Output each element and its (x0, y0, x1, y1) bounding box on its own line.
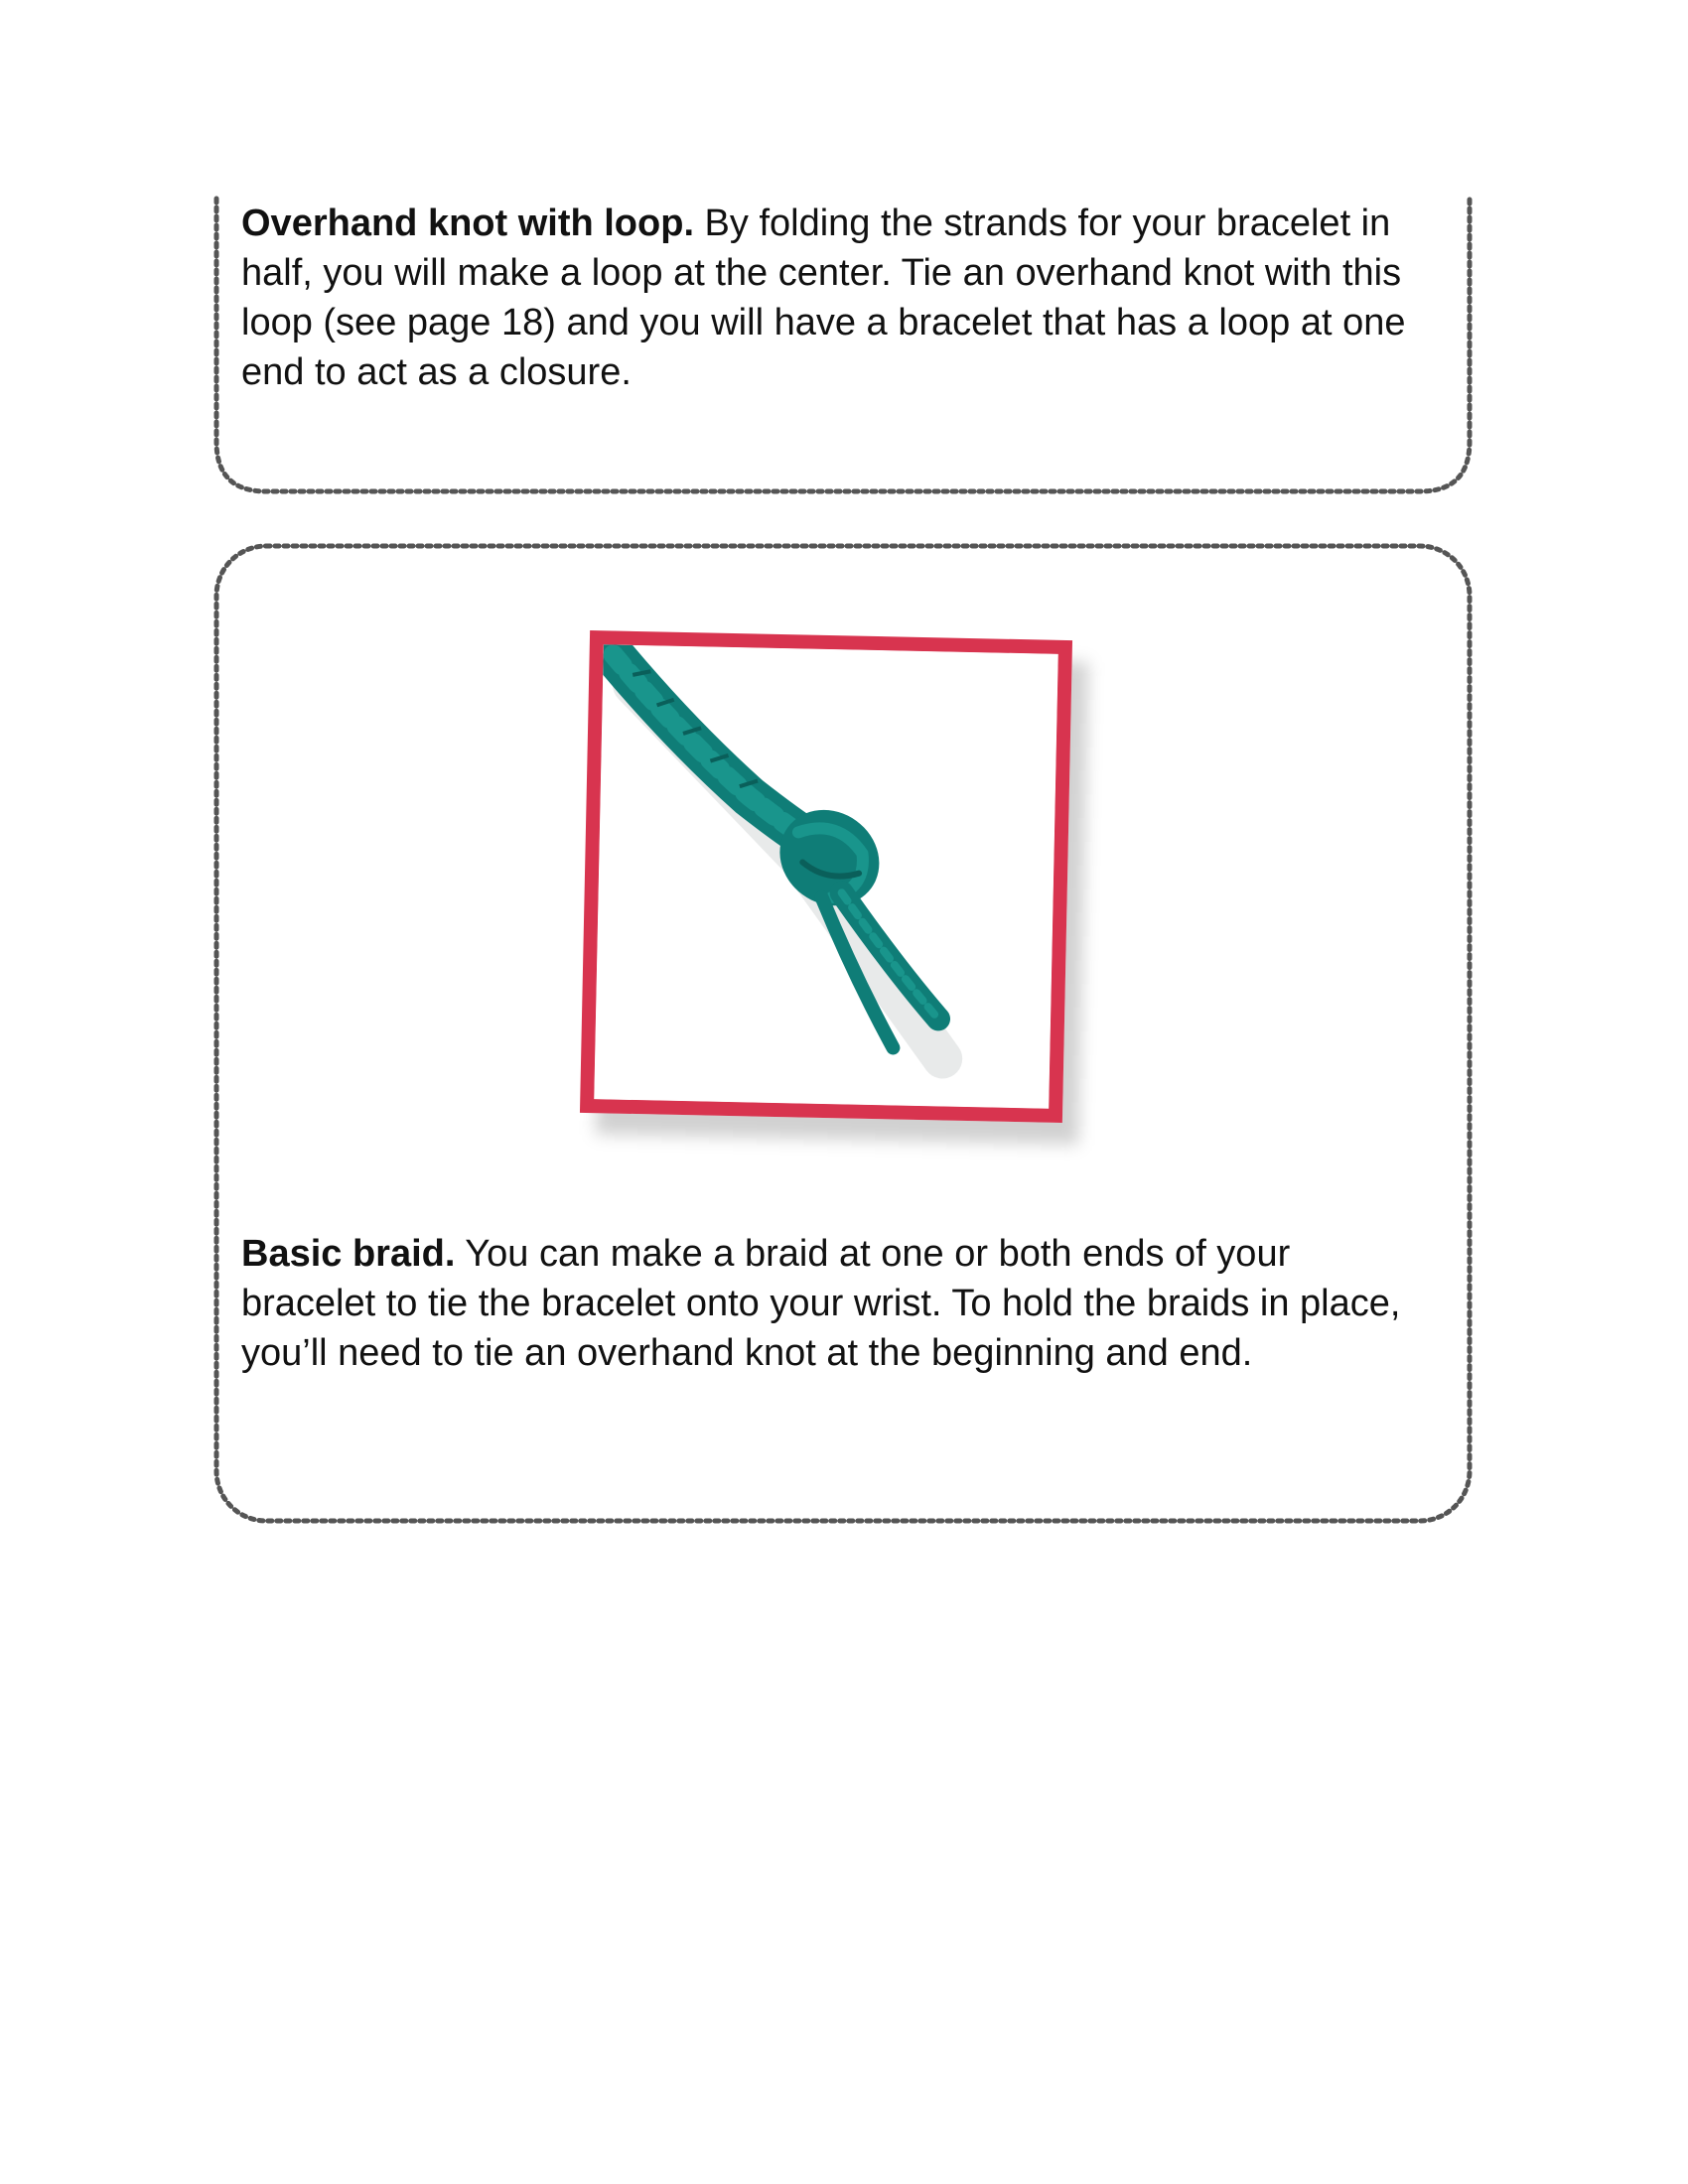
braided-cord-knot-icon (594, 644, 1057, 1108)
overhand-knot-paragraph (241, 199, 1413, 397)
overhand-knot-body: By folding the strands for your bracelet in half, you will make a loop at the center. Tie an overhand knot with this loop (see page 18) and you will have a bracelet that has a loop at one end to act as a closure. (241, 203, 1406, 393)
basic-braid-paragraph (241, 1229, 1413, 1378)
overhand-knot-heading: Overhand knot with loop. (241, 203, 694, 244)
photo-frame (580, 630, 1072, 1123)
basic-braid-heading: Basic braid. (241, 1233, 456, 1275)
braid-photo (585, 635, 1101, 1152)
basic-braid-body: You can make a braid at one or both ends of your bracelet to tie the bracelet onto your wrist. To hold the braids in place, you’ll need to tie an overhand knot at the beginning and end. (241, 1233, 1401, 1374)
